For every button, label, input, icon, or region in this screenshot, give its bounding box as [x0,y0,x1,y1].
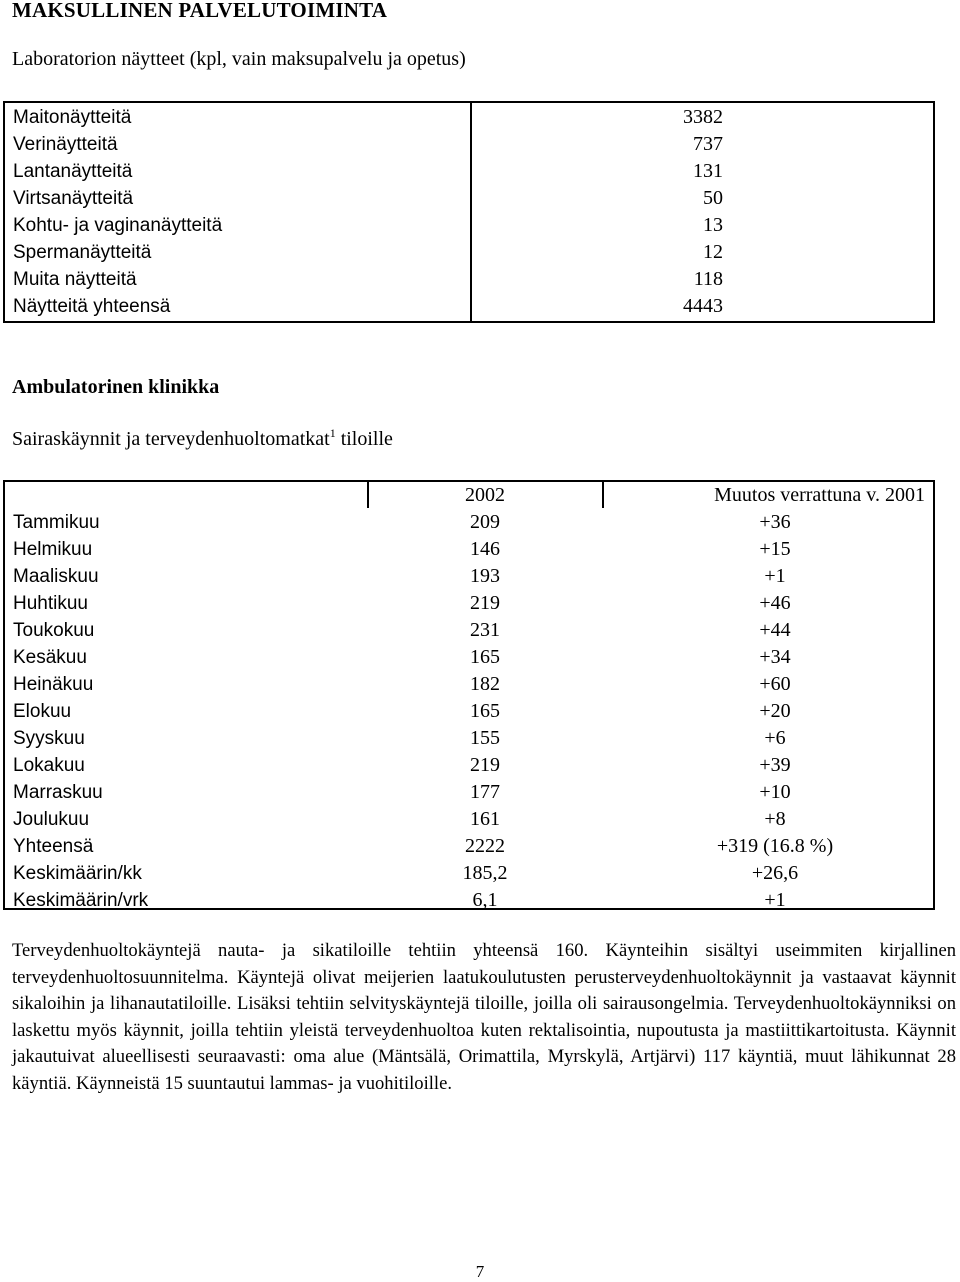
visit-count: 182 [470,673,500,695]
month-label: Maaliskuu [13,566,99,587]
sample-label: Virtsanäytteitä [13,188,134,209]
change-value: +10 [759,781,791,803]
table-row [5,725,933,752]
table-row [5,698,933,725]
visit-count: 185,2 [462,862,508,884]
month-label: Tammikuu [13,512,100,533]
month-label: Joulukuu [13,809,90,830]
table-row [5,644,933,671]
change-value: +36 [759,511,791,533]
footnote-marker: 1 [329,426,336,440]
month-label: Keskimäärin/kk [13,863,142,884]
sample-label: Muita näytteitä [13,269,137,290]
page-number: 7 [475,1262,485,1281]
table-row [5,671,933,698]
month-label: Yhteensä [13,836,94,857]
change-header: Muutos verrattuna v. 2001 [714,484,925,506]
sample-count: 3382 [683,106,723,128]
table-row [5,590,933,617]
month-label: Kesäkuu [13,647,87,668]
visit-count: 6,1 [472,889,498,911]
visit-count: 165 [470,646,500,668]
visit-count: 177 [470,781,500,803]
table-row [5,860,933,887]
clinic-subtitle: Sairaskäynnit ja terveydenhuoltomatkat$^1$ tiloille [12,426,393,450]
table-row [5,779,933,806]
sample-label: Näytteitä yhteensä [13,296,171,317]
lab-samples-table [3,101,935,323]
table-row [5,104,933,131]
table-row [5,617,933,644]
sample-label: Verinäytteitä [13,134,118,155]
table-row [5,239,933,266]
sample-count: 50 [703,187,723,209]
change-value: +8 [764,808,786,830]
change-value: +60 [759,673,791,695]
sample-count: 737 [693,133,723,155]
change-value: +6 [764,727,786,749]
table-row [5,266,933,293]
table-row [5,293,933,320]
sample-label: Maitonäytteitä [13,107,132,128]
change-value: +44 [759,619,791,641]
sample-label: Spermanäytteitä [13,242,152,263]
visit-count: 219 [470,754,500,776]
month-label: Heinäkuu [13,674,94,695]
month-label: Lokakuu [13,755,85,776]
change-value: +20 [759,700,791,722]
clinic-visits-table [3,480,935,910]
month-label: Syyskuu [13,728,85,749]
visit-count: 209 [470,511,500,533]
summary-paragraph: Terveydenhuoltokäyntejä nauta- ja sikatiloille tehtiin yhteensä 160. Käynteihin sisältyi useimmiten kirjallinen terveydenhuoltosuunnitelma. Käyntejä olivat meijerien laatukoulutusten perusterveydenhuoltokäynnit ja vastaavat käynnit sikaloihin ja lihanautatiloille. Lisäksi tehtiin selvityskäyntejä tiloille, joilla oli sairausongelmia. Terveydenhuoltokäynniksi on laskettu myös käynnit, joilla tehtiin yleistä terveydenhuoltoa kuten rektalisointia, nupoutusta ja mastiittikartoitusta. Käynnit jakautuivat alueellisesti seuraavasti: oma alue (Mäntsälä, Orimattila, Myrskylä, Artjärvi) 117 käyntiä, muut lähikunnat 28 käyntiä. Käynneistä 15 suuntautui lammas- ja vuohitiloille. [12,940,956,1094]
change-value: +15 [759,538,791,560]
table-row [5,509,933,536]
month-label: Elokuu [13,701,72,722]
lab-samples-title: Laboratorion näytteet (kpl, vain maksupalvelu ja opetus) [12,48,466,70]
change-value: +26,6 [751,862,799,884]
table-header-row [5,482,933,509]
sample-label: Lantanäytteitä [13,161,133,182]
month-label: Helmikuu [13,539,93,560]
sample-label: Kohtu- ja vaginanäytteitä [13,215,223,236]
visit-count: 231 [470,619,500,641]
month-label: Toukokuu [13,620,95,641]
table-row [5,563,933,590]
table-row [5,887,933,914]
table-row [5,158,933,185]
sample-count: 12 [703,241,723,263]
sample-count: 4443 [683,295,723,317]
visit-count: 146 [470,538,500,560]
visit-count: 161 [470,808,500,830]
table-row [5,806,933,833]
clinic-heading: Ambulatorinen klinikka [12,376,220,398]
table-row [5,536,933,563]
visit-count: 155 [470,727,500,749]
table-row [5,131,933,158]
sample-count: 118 [693,268,723,290]
visit-count: 193 [470,565,500,587]
change-value: +39 [759,754,791,776]
change-value: +1 [764,889,786,911]
month-label: Marraskuu [13,782,103,803]
month-label: Keskimäärin/vrk [13,890,149,911]
table-row [5,185,933,212]
sample-count: 131 [693,160,723,182]
page-heading: MAKSULLINEN PALVELUTOIMINTA [12,0,388,22]
change-value: +34 [759,646,791,668]
year-header: 2002 [465,484,505,506]
table-row [5,212,933,239]
visit-count: 165 [470,700,500,722]
visit-count: 219 [470,592,500,614]
change-value: +46 [759,592,791,614]
table-row [5,833,933,860]
change-value: +1 [764,565,786,587]
table-row [5,752,933,779]
month-label: Huhtikuu [13,593,88,614]
change-value: +319 (16.8 %) [716,835,834,857]
visit-count: 2222 [465,835,505,857]
sample-count: 13 [703,214,723,236]
